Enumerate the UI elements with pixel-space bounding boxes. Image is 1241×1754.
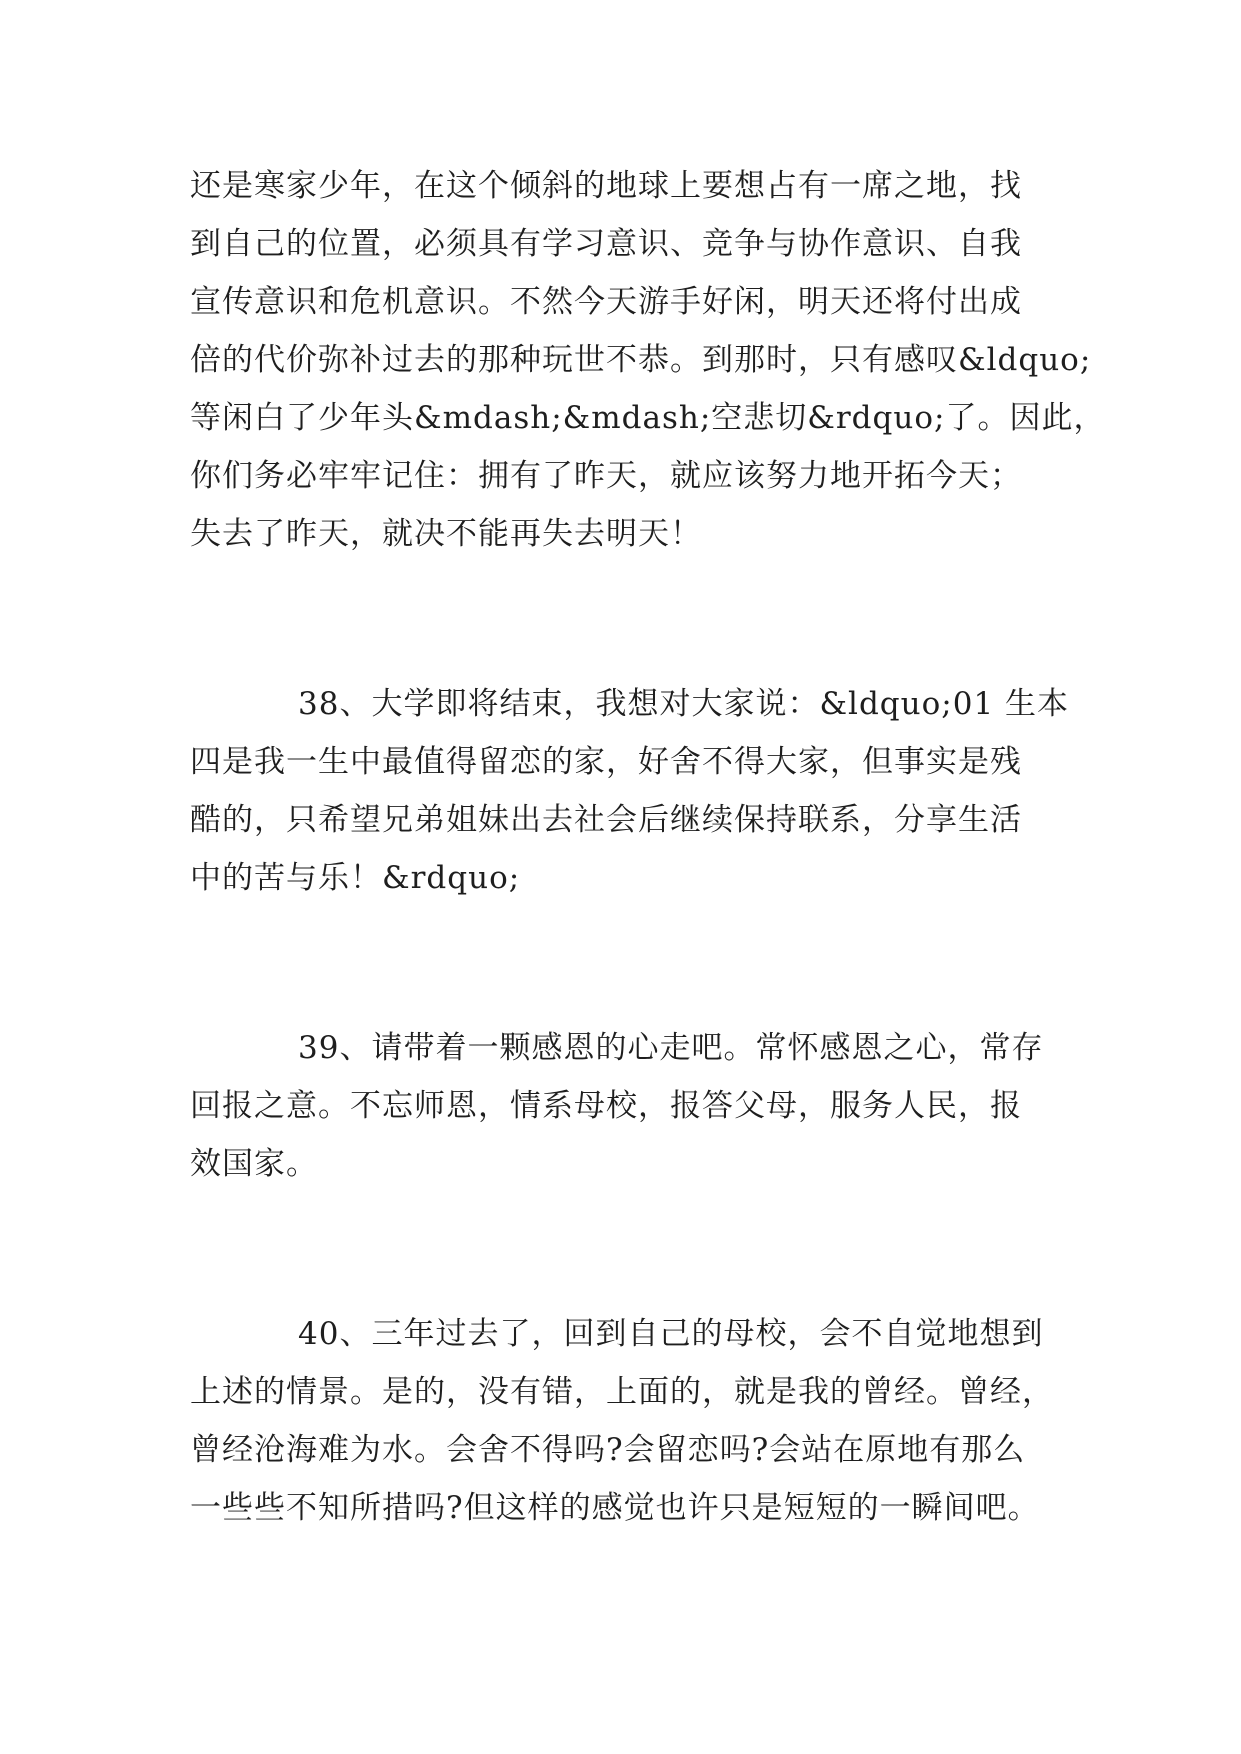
text-line: 宣传意识和危机意识。不然今天游手好闲，明天还将付出成	[190, 284, 1022, 320]
text-line: 你们务必牢牢记住：拥有了昨天，就应该努力地开拓今天；	[190, 458, 1022, 494]
text-line: 倍的代价弥补过去的那种玩世不恭。到那时，只有感叹&ldquo;	[190, 342, 1092, 378]
text-line: 40、三年过去了，回到自己的母校，会不自觉地想到	[298, 1316, 1044, 1352]
text-line: 等闲白了少年头&mdash;&mdash;空悲切&rdquo;了。因此，	[190, 400, 1106, 436]
text-line: 中的苦与乐！&rdquo;	[190, 860, 521, 896]
text-line: 酷的，只希望兄弟姐妹出去社会后继续保持联系，分享生活	[190, 802, 1022, 838]
text-line: 38、大学即将结束，我想对大家说：&ldquo;01 生本	[298, 686, 1070, 722]
text-line: 效国家。	[190, 1146, 318, 1182]
text-line: 失去了昨天，就决不能再失去明天！	[190, 516, 702, 552]
text-line: 四是我一生中最值得留恋的家，好舍不得大家，但事实是残	[190, 744, 1022, 780]
text-line: 39、请带着一颗感恩的心走吧。常怀感恩之心，常存	[298, 1030, 1044, 1066]
text-line: 回报之意。不忘师恩，情系母校，报答父母，服务人民，报	[190, 1088, 1022, 1124]
text-line: 到自己的位置，必须具有学习意识、竞争与协作意识、自我	[190, 226, 1022, 262]
text-line: 上述的情景。是的，没有错，上面的，就是我的曾经。曾经，	[190, 1374, 1054, 1410]
text-line: 一些些不知所措吗?但这样的感觉也许只是短短的一瞬间吧。	[190, 1490, 1040, 1526]
text-line: 还是寒家少年，在这个倾斜的地球上要想占有一席之地，找	[190, 168, 1022, 204]
text-line: 曾经沧海难为水。会舍不得吗?会留恋吗?会站在原地有那么	[190, 1432, 1026, 1468]
